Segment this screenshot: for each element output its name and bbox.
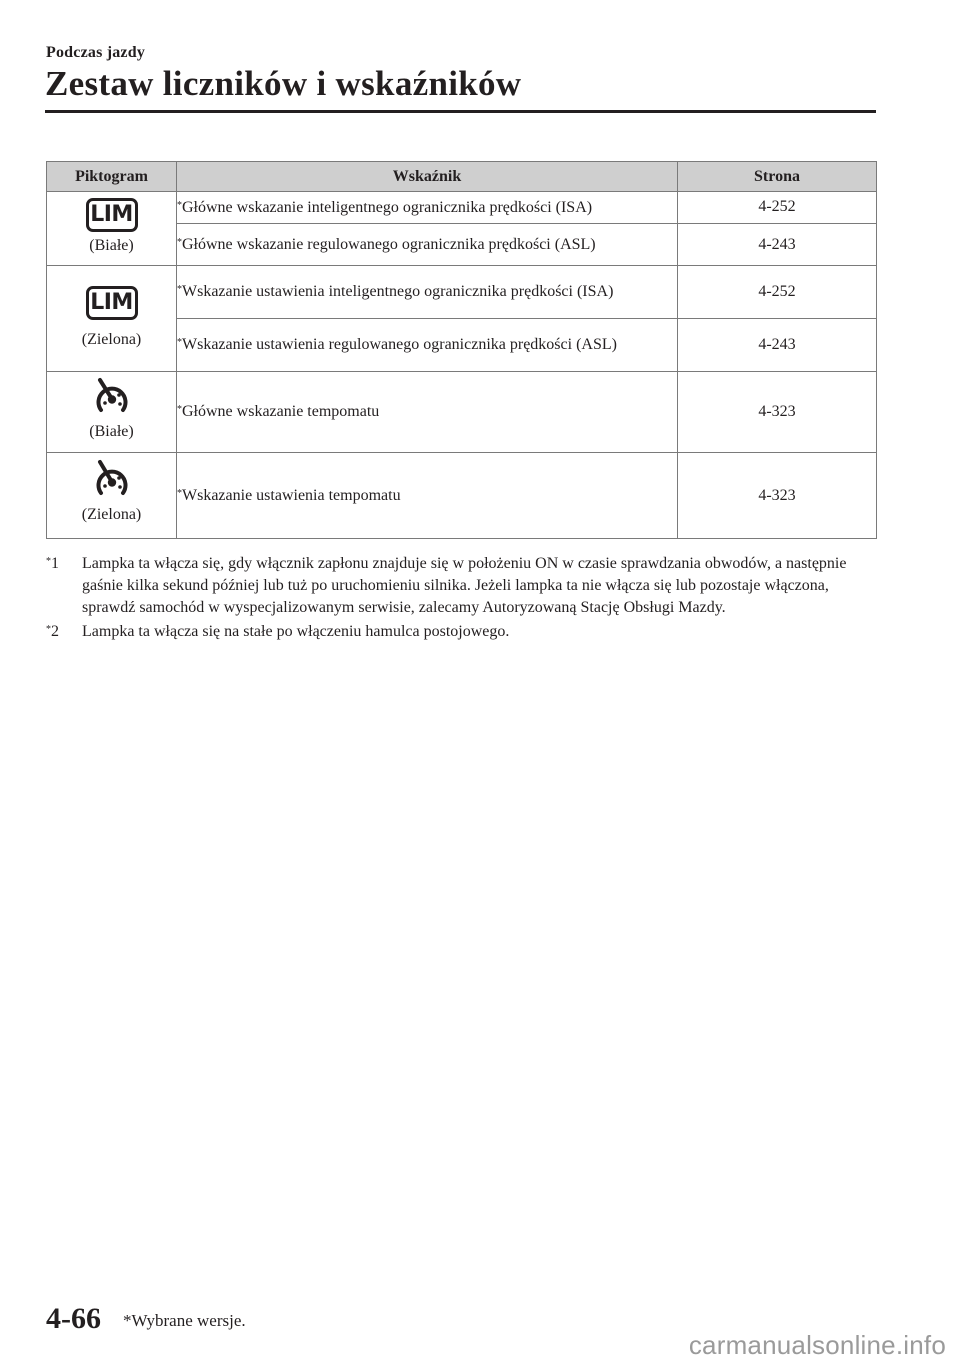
table-row [47,266,877,319]
title-divider [45,110,876,113]
page-reference: 4-243 [678,224,877,266]
page-reference: 4-252 [678,192,877,224]
cruise-control-icon [94,377,130,415]
footnote-marker: *1 [46,555,59,572]
lim-icon: LIM [86,286,138,320]
pictogram-cell [47,266,177,372]
indicator-description: *Wskazanie ustawienia regulowanego ogranicznika prędkości (ASL) [177,319,678,372]
page-reference: 4-323 [678,372,877,453]
indicator-table [46,161,877,539]
footer-note: *Wybrane wersje. [123,1311,246,1330]
footnote-text: Lampka ta włącza się na stałe po włączeniu hamulca postojowego. [82,623,510,640]
footnotes [46,553,876,643]
cruise-control-icon [94,458,130,498]
pictogram-label: (Białe) [89,423,134,440]
column-header-indicator: Wskaźnik [177,162,678,192]
lim-icon: LIM [86,198,138,232]
page-title: Zestaw liczników i wskaźników [45,64,522,103]
page-reference: 4-243 [678,319,877,372]
watermark: carmanualsonline.info [688,1330,946,1360]
footnote [46,621,876,643]
footnote [46,553,876,619]
column-header-page: Strona [678,162,877,192]
footnote-marker: *2 [46,623,59,640]
indicator-description: *Główne wskazanie tempomatu [177,372,678,453]
pictogram-label: (Białe) [89,237,134,254]
section-label: Podczas jazdy [46,44,146,61]
indicator-description: *Główne wskazanie regulowanego ogranicznika prędkości (ASL) [177,224,678,266]
indicator-description: *Wskazanie ustawienia inteligentnego ogranicznika prędkości (ISA) [177,266,678,319]
pictogram-cell [47,372,177,453]
table-row [47,453,877,539]
page-number: 4-66 [46,1302,101,1335]
page-reference: 4-252 [678,266,877,319]
table-row [47,372,877,453]
indicator-description: *Główne wskazanie inteligentnego ogranicznika prędkości (ISA) [177,192,678,224]
page-reference: 4-323 [678,453,877,539]
footnote-text: Lampka ta włącza się, gdy włącznik zapłonu znajduje się w położeniu ON w czasie sprawdzania obwodów, a następnie gaśnie kilka sekund później lub tuż po uruchomieniu silnika. Jeżeli lampka ta nie włącza się lub pozostaje włączona, sprawdź samochód w wyspecjalizowanym serwisie, zalecamy Autoryzowaną Stację Obsługi Mazdy. [82,555,847,616]
pictogram-cell [47,453,177,539]
pictogram-label: (Zielona) [81,506,142,523]
pictogram-cell [47,192,177,266]
indicator-description: *Wskazanie ustawienia tempomatu [177,453,678,539]
pictogram-label: (Zielona) [81,331,142,348]
table-row [47,192,877,224]
column-header-pictogram: Piktogram [47,162,177,192]
table-header-row [47,162,877,192]
